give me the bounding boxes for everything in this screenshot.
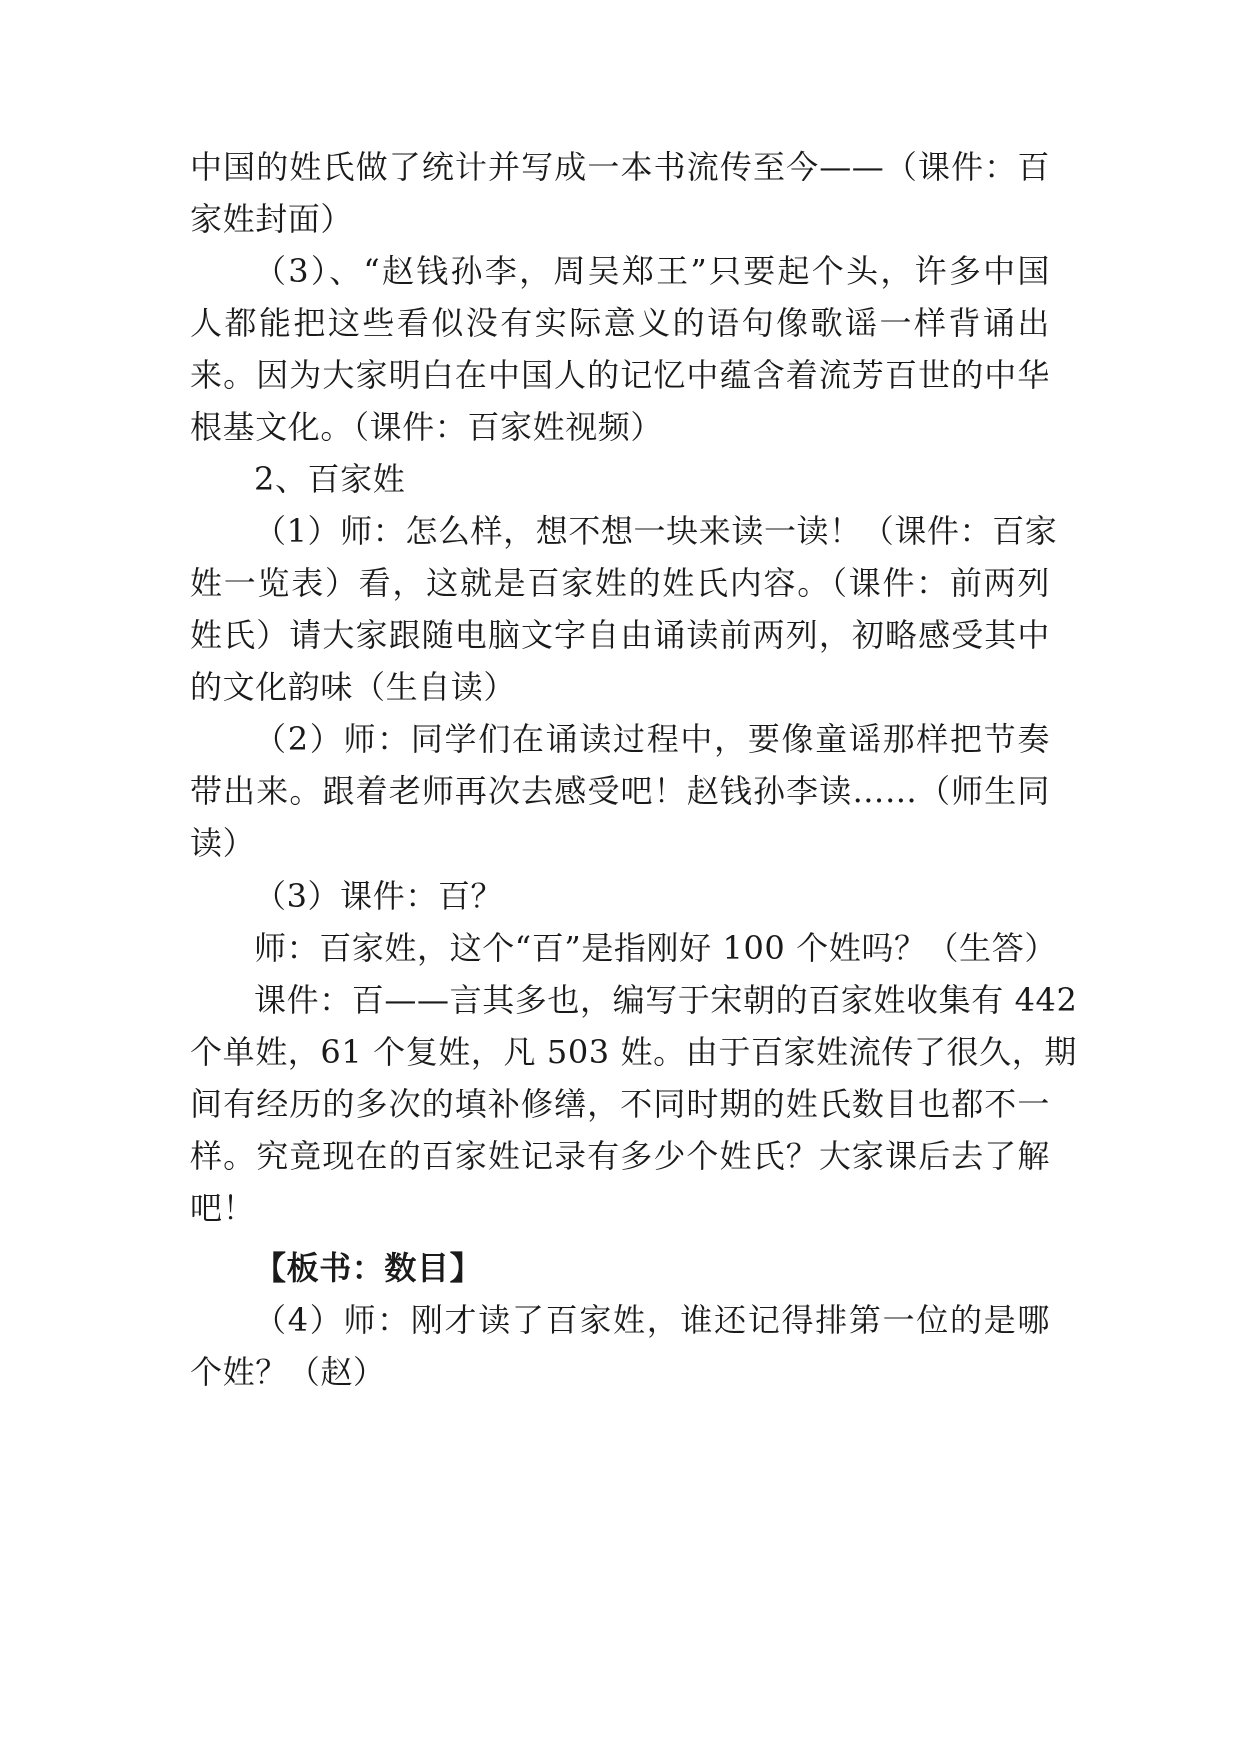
text-line: 读） [190,824,256,862]
text-line: 根基文化。（课件：百家姓视频） [190,408,664,446]
text-line: （3）课件：百？ [254,877,504,915]
text-line: 吧！ [190,1189,256,1227]
text-line: （1）师：怎么样，想不想一块来读一读！（课件：百家 [254,512,1058,550]
text-line: （2）师：同学们在诵读过程中，要像童谣那样把节奏 [254,720,1050,758]
text-line: 师：百家姓，这个“百”是指刚好 100 个姓吗？（生答） [254,929,1057,967]
text-line: （4）师：刚才读了百家姓，谁还记得排第一位的是哪 [254,1301,1050,1339]
text-line: 带出来。跟着老师再次去感受吧！赵钱孙李读……（师生同 [190,772,1050,810]
text-line: 的文化韵味（生自读） [190,668,517,706]
blackboard-note: 【板书：数目】 [254,1249,483,1287]
text-line: 样。究竟现在的百家姓记录有多少个姓氏？大家课后去了解 [190,1137,1050,1175]
text-line: 来。因为大家明白在中国人的记忆中蕴含着流芳百世的中华 [190,356,1050,394]
text-line: 个单姓，61 个复姓，凡 503 姓。由于百家姓流传了很久，期 [190,1033,1077,1071]
text-line: 姓一览表）看，这就是百家姓的姓氏内容。（课件：前两列 [190,564,1050,602]
text-line: 人都能把这些看似没有实际意义的语句像歌谣一样背诵出 [190,304,1050,342]
text-line: （3）、“赵钱孙李，周吴郑王”只要起个头，许多中国 [254,252,1050,290]
text-line: 中国的姓氏做了统计并写成一本书流传至今——（课件：百 [190,148,1050,186]
text-line: 家姓封面） [190,200,354,238]
text-line: 个姓？（赵） [190,1353,386,1391]
text-line: 课件：百——言其多也，编写于宋朝的百家姓收集有 442 [254,981,1078,1019]
text-line: 间有经历的多次的填补修缮，不同时期的姓氏数目也都不一 [190,1085,1050,1123]
text-line: 姓氏）请大家跟随电脑文字自由诵读前两列，初略感受其中 [190,616,1050,654]
section-heading: 2、百家姓 [254,460,406,498]
